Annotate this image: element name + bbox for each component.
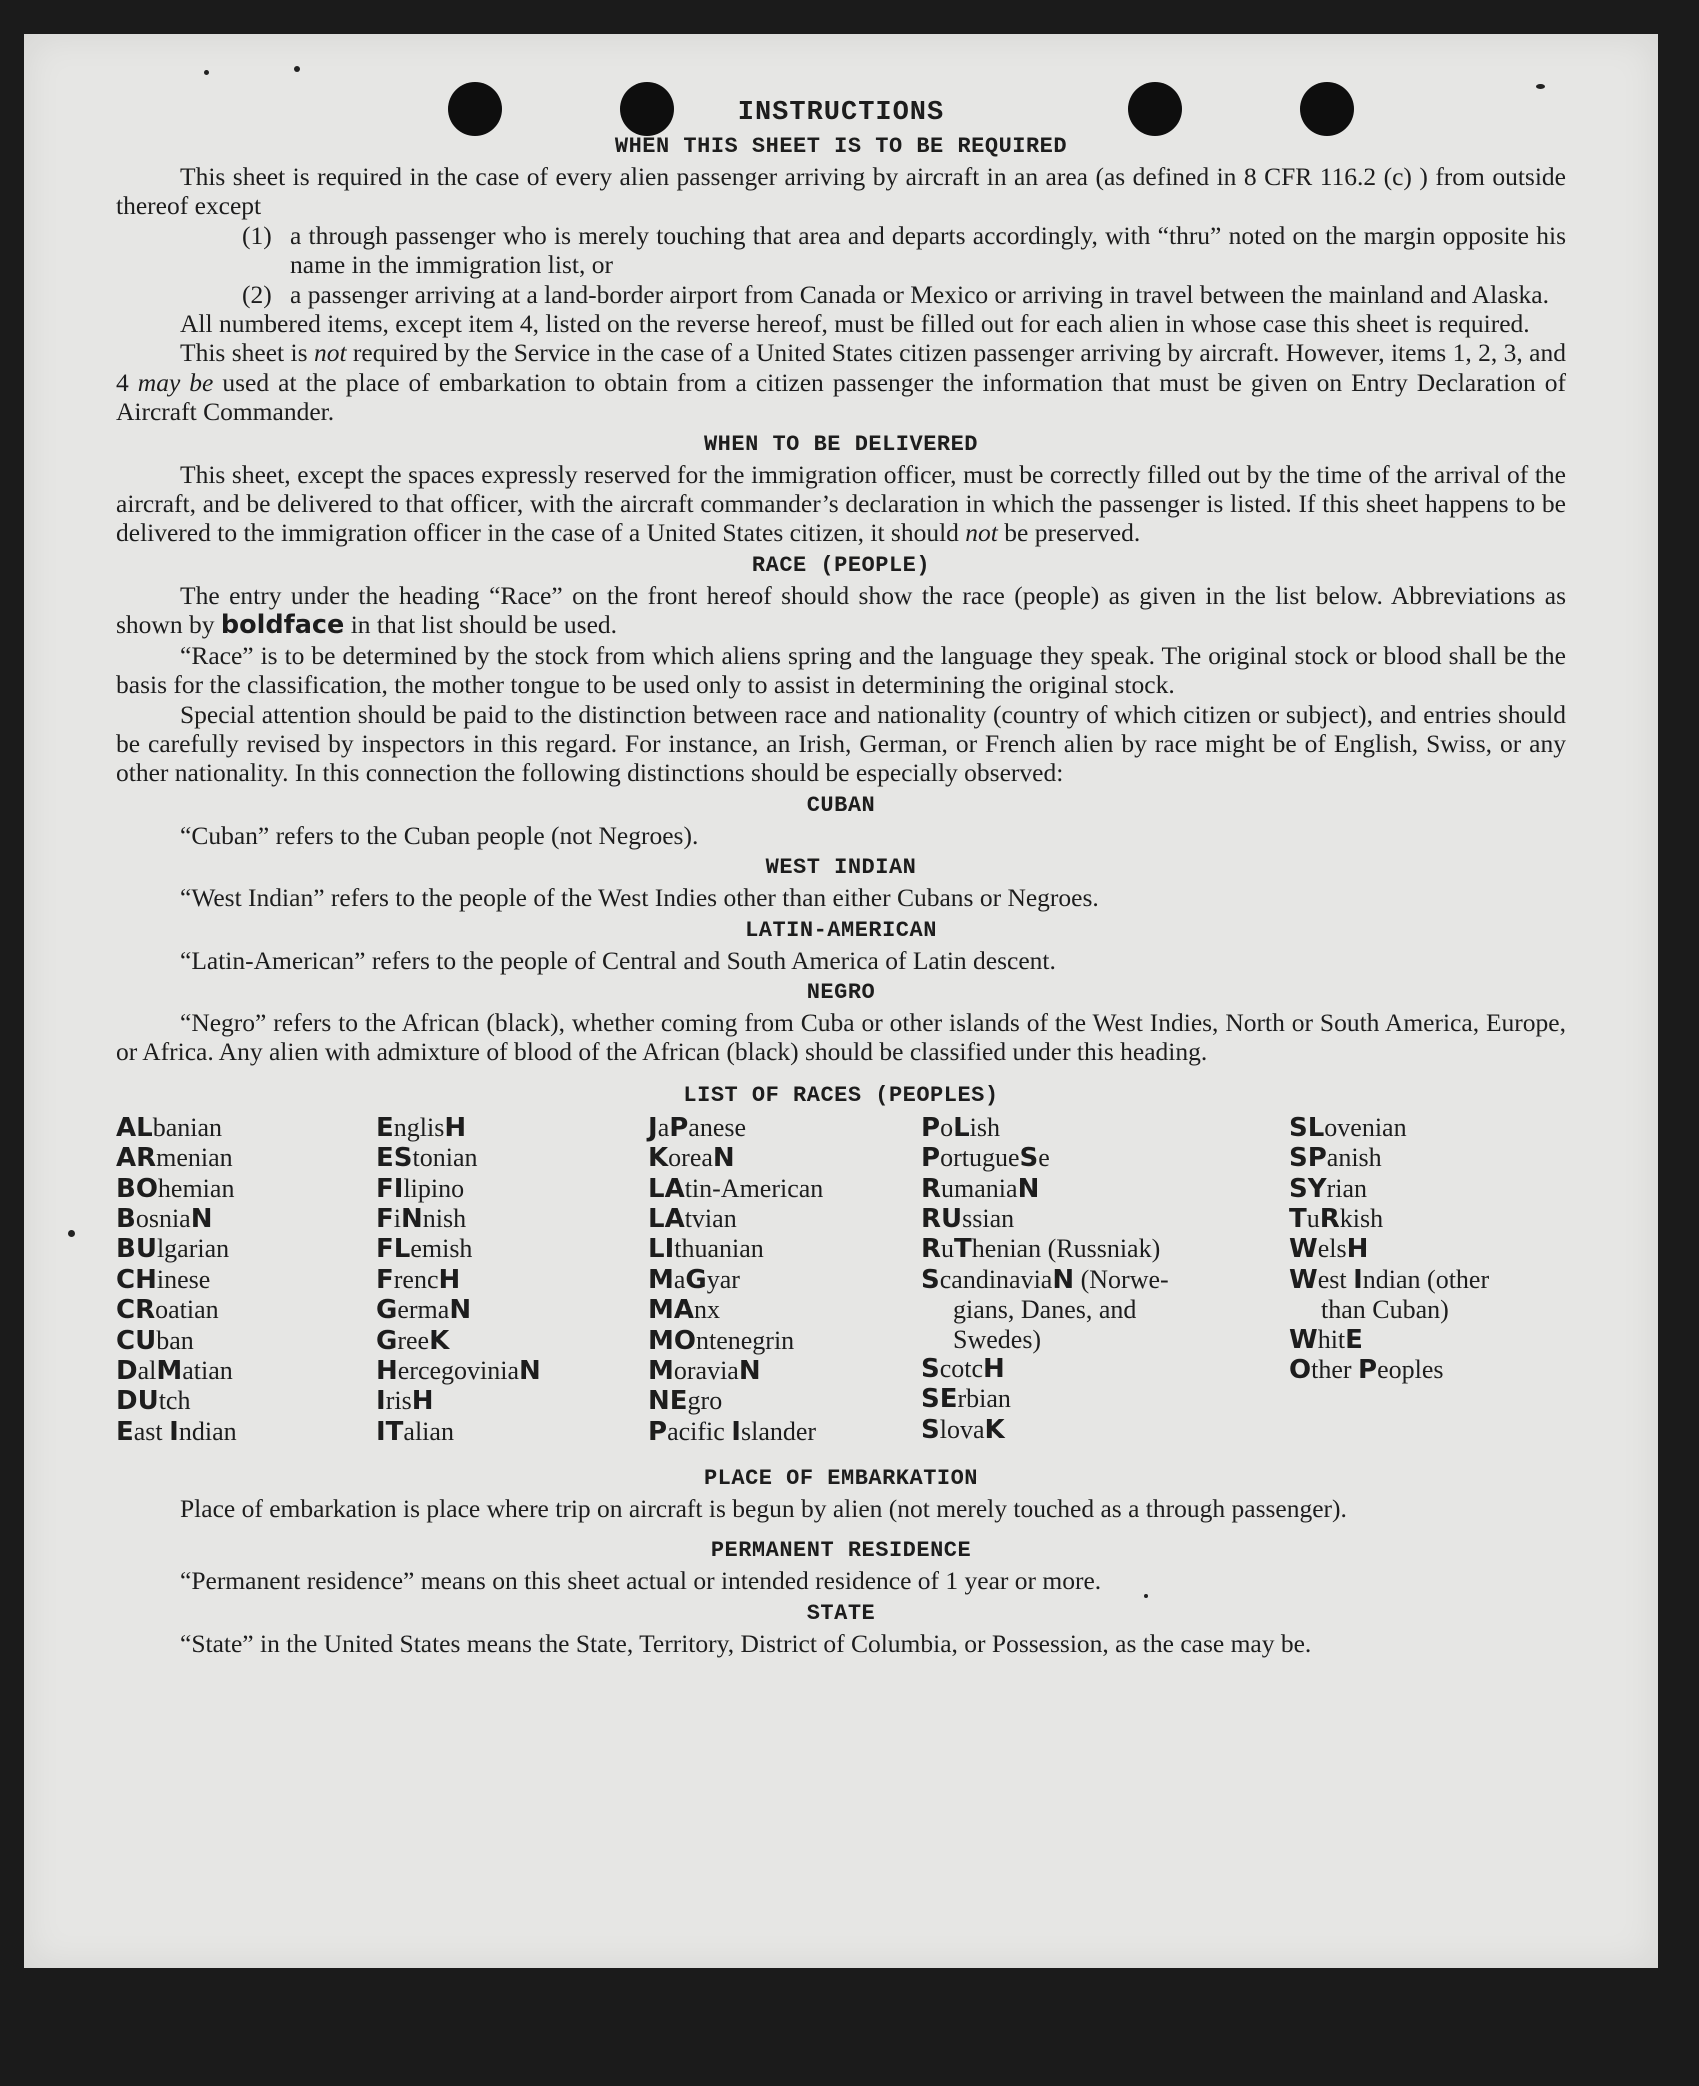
race-abbrev: M [648,1356,674,1386]
race-text: ast [133,1416,170,1446]
race-entry [376,1295,541,1325]
race-abbrev: K [648,1143,669,1174]
race-abbrev: M [156,1356,183,1386]
race-abbrev: T [954,1234,972,1265]
race-text: i [393,1203,401,1233]
race-text: u [941,1234,955,1264]
race-text: est [1317,1264,1354,1294]
race-abbrev: P [648,1416,668,1447]
race-abbrev: LA [648,1203,685,1234]
race-text: ree [397,1325,430,1355]
item-number: (2) [242,279,272,309]
race-text: gro [687,1386,723,1416]
race-entry [648,1234,823,1264]
list-item [242,221,1566,280]
paragraph: “West Indian” refers to the people of the West Indies other than either Cubans or Negroes. [180,883,1099,913]
speck [68,1230,75,1237]
race-text: ish [969,1112,1000,1142]
race-entry [376,1265,541,1295]
race-abbrev: F [376,1203,394,1234]
race-entry [921,1415,1169,1445]
paragraph: This sheet is required in the case of every alien passenger arriving by aircraft in an area (as defined in 8 CFR 116.2 (c) ) from outside thereof except [116,162,1566,221]
race-text: candinavia [939,1264,1053,1294]
race-text: inese [156,1264,211,1294]
race-text: kish [1339,1203,1384,1233]
race-text: al [137,1356,157,1385]
race-entry [648,1265,823,1295]
race-entry [376,1234,541,1264]
race-abbrev: CU [116,1325,157,1356]
race-text: emish [410,1234,473,1264]
race-text: nish [422,1203,467,1233]
race-abbrev: N [401,1203,423,1234]
races-column [921,1113,1169,1445]
race-abbrev: MA [648,1295,694,1326]
race-abbrev: R [921,1173,942,1204]
race-entry [921,1325,1169,1354]
heading-when-required: WHEN THIS SHEET IS TO BE REQUIRED [614,134,1068,159]
race-abbrev: RU [921,1203,963,1234]
race-abbrev: T [1289,1203,1307,1234]
race-entry [648,1174,823,1204]
paragraph: “Permanent residence” means on this sheet actual or intended residence of 1 year or more. [180,1566,1102,1596]
race-abbrev: SY [1289,1173,1327,1204]
race-entry [376,1356,541,1386]
race-entry [648,1417,823,1447]
race-abbrev: H [438,1264,461,1295]
race-text: hemian [157,1173,235,1203]
race-entry [921,1113,1169,1143]
race-text: rbian [957,1384,1011,1414]
race-text: a [657,1112,670,1142]
race-entry [116,1143,237,1173]
text-run: This sheet is [180,338,314,368]
race-abbrev: S [1019,1143,1039,1174]
race-text: tvian [684,1203,737,1233]
race-abbrev: SL [1289,1112,1325,1143]
race-text: ovenian [1324,1112,1407,1142]
paragraph: “State” in the United States means the State, Territory, District of Columbia, or Possession, as the case may be. [180,1628,1312,1658]
race-abbrev: B [116,1203,136,1234]
race-text: renc [393,1264,439,1294]
speck [294,66,300,72]
text-run: used at the place of embarkation to obtain from a citizen passenger the information that must be given on Entry Declaration of Aircraft Commander. [116,367,1566,427]
bold-text: boldface [220,610,345,641]
document-sheet [24,34,1658,1968]
race-abbrev: K [984,1414,1005,1445]
emphasis: not [313,338,347,368]
race-text: lova [939,1414,985,1444]
race-abbrev: M [648,1264,674,1295]
heading-state: STATE [806,1600,876,1626]
race-abbrev: I [731,1416,741,1447]
race-text: ercegovinia [397,1356,520,1385]
heading-latin-american: LATIN-AMERICAN [745,917,937,943]
race-abbrev: N [712,1143,735,1174]
race-abbrev: N [738,1356,761,1386]
race-entry [921,1204,1169,1234]
heading-place-of-embarkation: PLACE OF EMBARKATION [703,1465,979,1491]
speck [204,70,209,75]
text-run: This sheet, except the spaces expressly reserved for the immigration officer, must be correctly filled out by the time of the arrival of the aircraft, and be delivered to that officer, with the aircraft commander’s declaration in which the passenger is listed. If this sheet happens to be delivered to the immigration officer in the case of a United States citizen, it should [116,459,1566,548]
race-text: (Norwe- [1074,1264,1169,1294]
paragraph: “Latin-American” refers to the people of Central and South America of Latin descent. [180,945,1056,975]
race-text: gians, Danes, and [953,1295,1137,1325]
race-entry [376,1417,541,1447]
emphasis: may be [137,367,214,397]
race-entry [648,1386,823,1416]
race-abbrev: S [921,1354,940,1384]
race-abbrev: G [685,1264,707,1295]
race-abbrev: R [1319,1203,1340,1234]
race-abbrev: I [169,1416,179,1447]
race-abbrev: K [429,1325,450,1356]
races-column [376,1113,541,1447]
race-entry [1289,1143,1489,1173]
race-entry [921,1354,1169,1384]
race-abbrev: L [953,1112,970,1143]
race-text: henian (Russniak) [971,1234,1161,1264]
heading-when-delivered: WHEN TO BE DELIVERED [703,431,979,457]
paragraph: “Race” is to be determined by the stock from which aliens spring and the language they speak. The original stock or blood shall be the basis for the classification, the mother tongue to be used only to assist in determining the original stock. [116,640,1566,700]
text-run: be preserved. [997,518,1141,548]
race-entry [648,1204,823,1234]
race-entry [376,1204,541,1234]
race-abbrev: NE [648,1386,688,1417]
heading-negro: NEGRO [806,979,876,1005]
race-abbrev: D [116,1356,138,1386]
page-title: INSTRUCTIONS [737,98,945,128]
race-entry [376,1386,541,1416]
race-abbrev: E [376,1112,394,1143]
race-abbrev: J [648,1112,658,1143]
paragraph: Special attention should be paid to the distinction between race and nationality (country of which citizen or subject), and entries should be carefully revised by inspectors in this regard. For instance, an Irish, German, or French alien by race might be of English, Swiss, or any other nationality. In this connection the following distinctions should be especially observed: [116,699,1566,788]
race-text: thuanian [674,1234,764,1264]
race-text: ban [156,1325,194,1355]
race-abbrev: W [1289,1234,1318,1265]
race-text: ndian (other [1362,1264,1490,1294]
race-text: umania [941,1173,1018,1203]
race-abbrev: R [921,1234,942,1265]
race-abbrev: F [376,1264,394,1295]
text-run: The entry under the heading “Race” on the front hereof should show the race (people) as given in the list below. Abbreviations as shown by [116,580,1566,640]
race-entry [116,1234,237,1264]
paragraph: “Negro” refers to the African (black), whether coming from Cuba or other islands of the West Indies, North or South America, Europe, or Africa. Any alien with admixture of blood of the African (black) should be classified under this heading. [116,1007,1566,1067]
race-abbrev: G [376,1295,398,1326]
races-column [116,1113,237,1447]
race-abbrev: P [1358,1355,1378,1385]
race-abbrev: SE [921,1384,958,1415]
race-abbrev: H [411,1386,434,1417]
race-entry [116,1356,237,1386]
race-entry [921,1234,1169,1264]
race-abbrev: N [190,1203,213,1234]
race-entry [1289,1265,1489,1295]
race-abbrev: CH [116,1264,157,1295]
race-entry [921,1174,1169,1204]
race-entry [648,1113,823,1143]
race-abbrev: BU [116,1234,157,1265]
paragraph [116,581,1566,641]
race-abbrev: N [1052,1264,1075,1295]
race-text: ortugue [940,1143,1020,1173]
instructions-content [116,98,1566,1658]
paragraph: “Cuban” refers to the Cuban people (not Negroes). [180,820,699,850]
race-abbrev: BO [116,1173,158,1204]
race-text: ndian [178,1416,237,1446]
race-abbrev: LA [648,1173,685,1204]
paragraph [116,338,1566,426]
paragraph: Place of embarkation is place where trip on aircraft is begun by alien (not merely touched as a through passenger). [180,1493,1347,1523]
race-entry [116,1295,237,1325]
race-text: than Cuban) [1321,1295,1449,1325]
race-text: alian [403,1416,454,1446]
race-text: lgarian [156,1234,230,1264]
race-entry [1289,1113,1489,1143]
race-text: tin-American [684,1173,824,1203]
item-text: a through passenger who is merely touching that area and departs accordingly, with “thru” noted on the margin opposite his name in the immigration list, or [290,220,1566,280]
race-text: oatian [155,1295,219,1325]
emphasis: not [965,518,998,548]
list-item [242,280,1566,309]
text-run: in that list should be used. [344,610,618,640]
race-text: u [1306,1203,1320,1233]
race-abbrev: P [669,1112,689,1143]
race-text: erma [397,1295,450,1325]
text-run: required by the Service in the case of a United States citizen passenger arriving by aircraft. However, items 1, 2, 3, and 4 [116,338,1566,397]
item-number: (1) [242,220,272,250]
race-entry [116,1265,237,1295]
race-abbrev: S [921,1414,940,1445]
race-text: nx [694,1295,720,1325]
race-entry [1289,1234,1489,1264]
race-entry [921,1143,1169,1173]
race-abbrev: H [444,1112,467,1143]
race-abbrev: DU [116,1386,159,1417]
paragraph [116,460,1566,548]
race-abbrev: IT [376,1416,404,1447]
item-text: a passenger arriving at a land-border airport from Canada or Mexico or arriving in travel between the mainland and Alaska. [290,279,1549,309]
race-abbrev: FL [376,1234,411,1265]
heading-race: RACE (PEOPLE) [751,552,931,578]
race-entry [648,1143,823,1173]
race-entry [376,1326,541,1356]
race-abbrev: P [921,1143,941,1174]
race-entry [116,1326,237,1356]
race-abbrev: FI [376,1173,404,1204]
race-abbrev: H [376,1356,398,1386]
race-entry [1289,1204,1489,1234]
race-abbrev: W [1289,1264,1318,1295]
race-abbrev: N [519,1356,541,1386]
race-text: ris [385,1386,412,1416]
race-entry [921,1384,1169,1414]
race-abbrev: G [376,1325,398,1356]
race-text: ssian [962,1203,1015,1233]
race-abbrev: E [1345,1324,1363,1355]
race-entry [116,1386,237,1416]
race-text: els [1317,1234,1347,1264]
race-entry [116,1204,237,1234]
race-text: ther [1311,1355,1359,1384]
race-abbrev: MO [648,1325,696,1356]
race-abbrev: ES [376,1143,413,1174]
race-entry [376,1143,541,1173]
race-abbrev: N [1017,1173,1040,1204]
race-text: o [940,1112,954,1142]
race-entry [1289,1355,1489,1385]
race-text: slander [740,1416,817,1446]
race-abbrev: E [116,1416,134,1447]
race-abbrev: AL [116,1112,153,1143]
race-text: osnia [135,1203,191,1233]
race-text: a [673,1264,686,1294]
race-abbrev: H [1346,1234,1369,1265]
race-entry [648,1295,823,1325]
paragraph: All numbered items, except item 4, listed on the reverse hereof, must be filled out for each alien in whose case this sheet is required. [180,309,1530,339]
races-list [116,1113,1566,1461]
race-abbrev: O [1289,1355,1312,1385]
race-abbrev: AR [116,1143,157,1174]
race-text: tonian [412,1143,478,1173]
race-abbrev: N [449,1295,472,1326]
race-abbrev: S [921,1264,940,1295]
race-text: orea [668,1143,713,1173]
race-text: acific [667,1416,732,1446]
race-abbrev: I [376,1386,386,1417]
race-entry [116,1174,237,1204]
race-text: rian [1326,1173,1367,1203]
race-text: anish [1326,1143,1382,1173]
races-column [648,1113,823,1447]
race-abbrev: CR [116,1295,156,1326]
race-text: tch [158,1386,191,1416]
race-text: e [1038,1143,1050,1173]
race-text: anese [688,1112,747,1142]
race-abbrev: H [983,1354,1005,1384]
race-entry [376,1113,541,1143]
race-entry [1289,1174,1489,1204]
race-text: atian [182,1356,233,1385]
race-text: lipino [403,1173,465,1203]
race-text: menian [156,1143,233,1173]
race-entry [921,1295,1169,1324]
heading-permanent-residence: PERMANENT RESIDENCE [710,1538,972,1564]
heading-west-indian: WEST INDIAN [765,855,917,881]
race-entry [1289,1295,1489,1324]
race-text: ntenegrin [695,1325,795,1355]
race-abbrev: I [1353,1264,1363,1295]
race-text: eoples [1377,1355,1444,1384]
race-entry [1289,1325,1489,1355]
race-entry [376,1174,541,1204]
race-abbrev: W [1289,1324,1318,1355]
race-text: nglis [393,1112,445,1142]
race-entry [116,1113,237,1143]
race-entry [921,1265,1169,1295]
race-text: hit [1317,1324,1346,1354]
race-text: yar [706,1264,740,1294]
heading-cuban: CUBAN [806,792,876,818]
race-text: cotc [939,1354,984,1383]
race-abbrev: SP [1289,1143,1327,1174]
race-entry [648,1326,823,1356]
race-entry [116,1417,237,1447]
race-abbrev: LI [648,1234,675,1265]
speck [1536,84,1545,89]
races-column [1289,1113,1489,1386]
race-text: oravia [673,1356,739,1385]
race-entry [648,1356,823,1386]
heading-list-of-races: LIST OF RACES (PEOPLES) [683,1082,999,1108]
race-text: banian [152,1112,223,1142]
race-text: Swedes) [953,1324,1042,1354]
race-abbrev: P [921,1112,941,1143]
